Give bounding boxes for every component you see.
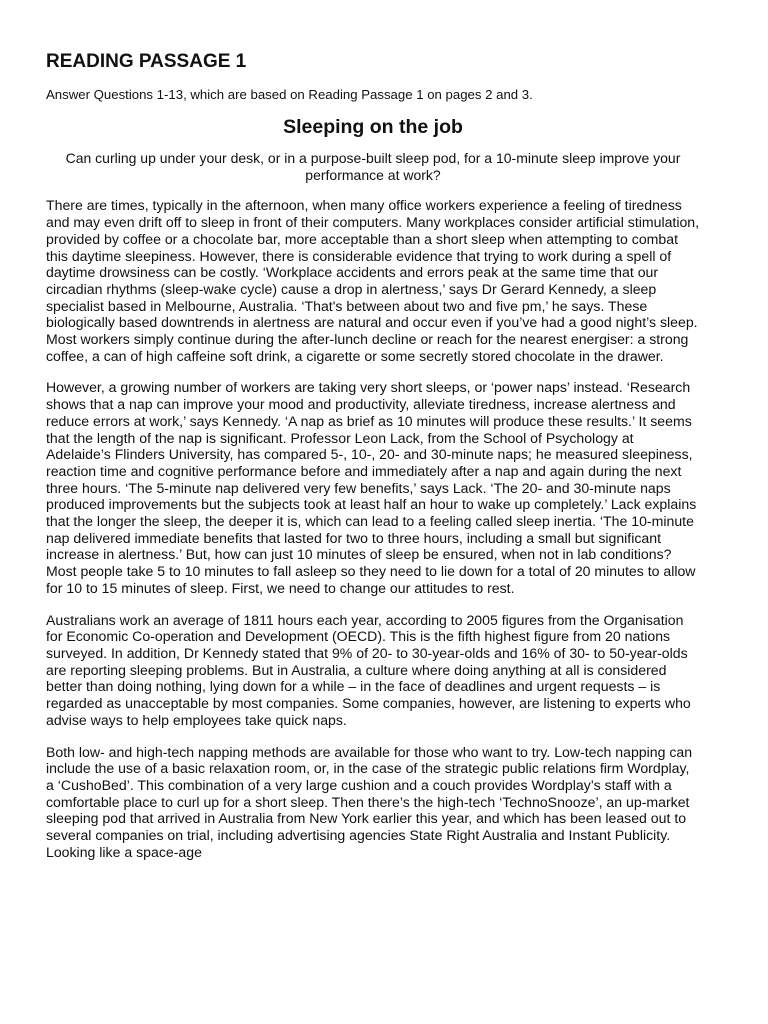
paragraph-4: Both low- and high-tech napping methods are available for those who want to try. Low-tech napping can include the use of a basic relaxation room, or, in the case of the strategic public relations firm Wordplay, a ‘CushoBed’. This combination of a very large cushion and a couch provides Wordplay’s staff with a comfortable place to curl up for a short sleep. Then there’s the high-tech ‘TechnoSnooze’, an up-market sleeping pod that arrived in Australia from New York earlier this year, and which has been leased out to several companies on trial, including advertising agencies State Right Australia and Instant Publicity. Looking like a space-age [46,743,693,860]
paragraph-3: Australians work an average of 1811 hours each year, according to 2005 figures from the Organisation for Economic Co-operation and Development (OECD). This is the fifth highest figure from 20 nations surveyed. In addition, Dr Kennedy stated that 9% of 20- to 30-year-olds and 16% of 30- to 50-year-olds are reporting sleeping problems. But in Australia, a culture where doing anything at all is considered better than doing nothing, lying down for a while – in the face of deadlines and urgent requests – is regarded as unacceptable by most companies. Some companies, however, are listening to experts who advise ways to help employees take quick naps. [46,611,691,728]
instructions-text: Answer Questions 1-13, which are based on Reading Passage 1 on pages 2 and 3. [46,87,533,102]
paragraph-1: There are times, typically in the afternoon, when many office workers experience a feeling of tiredness and may even drift off to sleep in front of their computers. Many workplaces consider artificial stimulation, provided by coffee or a chocolate bar, more acceptable than a short sleep when attempting to combat this daytime sleepiness. However, there is considerable evidence that trying to work during a spell of daytime drowsiness can be costly. ‘Workplace accidents and errors peak at the same time that our circadian rhythms (sleep-wake cycle) cause a drop in alertness,’ says Dr Gerard Kennedy, a sleep specialist based in Melbourne, Australia. ‘That's between about two and five pm,’ he says. These biologically based downtrends in alertness are natural and occur even if you’ve had a good night’s sleep. Most workers simply continue during the after-lunch decline or reach for the nearest energiser: a strong coffee, a can of high caffeine soft drink, a cigarette or some secretly stored chocolate in the drawer. [46,197,700,364]
paragraph-2: However, a growing number of workers are taking very short sleeps, or ‘power naps’ instead. ‘Research shows that a nap can improve your mood and productivity, alleviate tiredness, increase alertness and reduce errors at work,’ says Kennedy. ‘A nap as brief as 10 minutes will produce these results.’ It seems that the length of the nap is significant. Professor Leon Lack, from the School of Psychology at Adelaide’s Flinders University, has compared 5-, 10-, 20- and 30-minute naps; he measured sleepiness, reaction time and cognitive performance before and immediately after a nap and again during the next three hours. ‘The 5-minute nap delivered very few benefits,’ says Lack. ‘The 20- and 30-minute naps produced improvements but the subjects took at least half an hour to wake up completely.’ Lack explains that the longer the sleep, the deeper it is, which can lead to a feeling called sleep inertia. ‘The 10-minute nap delivered immediate benefits that lasted for two to three hours, including a small but significant increase in alertness.’ But, how can just 10 minutes of sleep be ensured, when not in lab conditions? Most people take 5 to 10 minutes to fall asleep so they need to lie down for a total of 20 minutes to allow for 10 to 15 minutes of sleep. First, we need to change our attitudes to rest. [46,379,697,596]
passage-page [46,50,700,875]
section-heading: READING PASSAGE 1 [46,51,247,72]
passage-title: Sleeping on the job [283,116,463,138]
passage-subtitle: Can curling up under your desk, or in a purpose-built sleep pod, for a 10-minute sleep improve your performance at work? [65,150,681,183]
